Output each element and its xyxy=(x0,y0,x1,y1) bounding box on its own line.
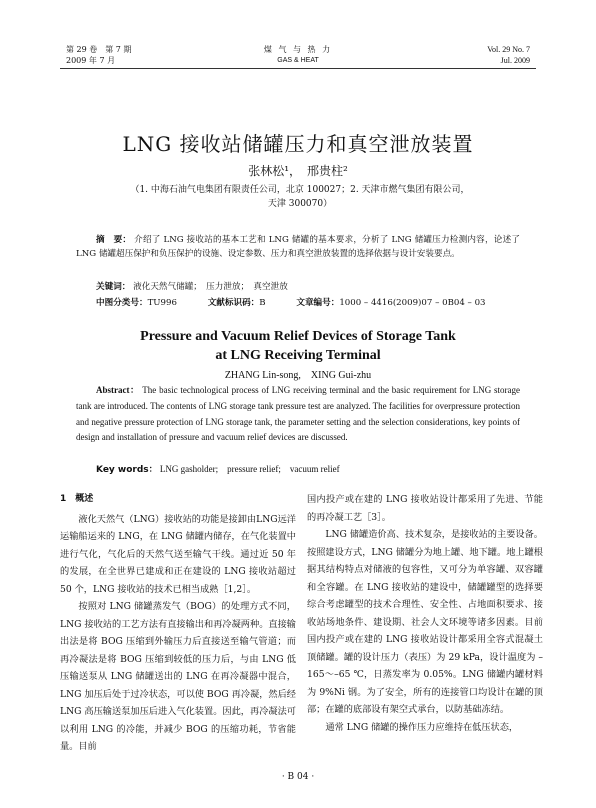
abstract-cn-label: 摘 要： xyxy=(96,235,132,245)
paragraph: 通常 LNG 储罐的操作压力应维持在低压状态， xyxy=(325,721,519,733)
keywords-en-text: LNG gasholder; pressure relief; vacuum relief xyxy=(159,464,340,474)
clc-number: TU996 xyxy=(147,298,177,308)
body-column-right xyxy=(307,491,543,736)
abstract-en xyxy=(76,383,520,446)
abstract-en-label: Abstract： xyxy=(96,385,140,395)
paragraph: LNG 储罐造价高、技术复杂，是接收站的主要设备。按照建设方式，LNG 储罐分为地上罐、地下罐。地上罐根据其结构特点对储液的包容性，又可分为单容罐、双容罐和全容罐。在 LNG 接收站的建设中，储罐罐型的选择要综合考虑罐型的技术合理性、安全性、占地面积要求、接收站场地条件、建设期、社会人文环境等诸多因素。目前国内投产或在建的 LNG 接收站设计都采用全容式混凝土顶储罐。罐的设计压力（表压）为 29 kPa，设计温度为 –165～–65 ℃，日蒸发率为 0.05%。LNG 储罐内罐材料为 9%Ni 钢。为了安全，所有的连接管口均设计在罐的顶部；在罐的底部设有架空式承台，以防基础冻结。 xyxy=(307,529,543,715)
article-number: 1000 – 4416(2009)07 – 0B04 – 03 xyxy=(339,298,486,308)
header-journal-name: 煤 气 与 热 力 GAS & HEAT xyxy=(263,45,333,64)
running-header xyxy=(0,0,596,66)
affiliations: （1. 中海石油气电集团有限责任公司，北京 100027；2. 天津市燃气集团有限公司， 天津 300070） xyxy=(130,185,470,209)
header-vol-en: Vol. 29 No. 7 Jul. 2009 xyxy=(487,45,530,65)
keywords-en-label: Key words： xyxy=(96,465,158,475)
header-volume-issue: 第 29 卷 第 7 期 2009 年 7 月 xyxy=(66,45,132,65)
classification-line: 中图分类号：TU996 文献标识码：B 文章编号：1000 – 4416(2009)07 – 0B04 – 03 xyxy=(96,298,486,308)
paragraph: 液化天然气（LNG）接收站的功能是接卸由LNG远洋运输船运来的 LNG，在 LNG 储罐内储存，在气化装置中进行气化，气化后的天然气送至输气干线。通过近 50 年的发展，在全世界已建成和正在建设的 LNG 接收站超过 50 个，LNG 接收站的技术已相当成熟［1,2］。 xyxy=(60,513,296,595)
keywords-cn-label: 关键词： xyxy=(96,282,131,292)
keywords-cn xyxy=(96,280,288,294)
paragraph: 国内投产或在建的 LNG 接收站设计都采用了先进、节能的再冷凝工艺［3］。 xyxy=(307,494,543,523)
paragraph: 按照对 LNG 储罐蒸发气（BOG）的处理方式不同，LNG 接收站的工艺方法有直接输出和再冷凝两种。直接输出法是将 BOG 压缩到外输压力后直接送至输气管道；而再冷凝法是将 BOG 压缩到较低的压力后，与由 LNG 低压输送泵从 LNG 储罐送出的 LNG 在再冷凝器中混合，LNG 加压后处于过冷状态，可以使 BOG 再冷凝，然后经 LNG 高压输送泵加压后进入气化装置。因此，再冷凝法可以利用 LNG 的冷能，并减少 BOG 的压缩功耗，节省能量。目前 xyxy=(60,601,296,752)
authors-en: ZHANG Lin-song, XING Gui-zhu xyxy=(224,370,372,381)
abstract-en-text: The basic technological process of LNG receiving terminal and the basic requirement for LNG storage tank are introduced. The contents of LNG storage tank pressure test are analyzed. The facilities for overpressure protection and negative pressure protection of LNG storage tank, the parameter setting and the selection considerations, key points of design and installation of pressure and vacuum relief devices are discussed. xyxy=(76,385,520,443)
body-column-left xyxy=(60,491,296,756)
section-heading: 1 概述 xyxy=(60,494,94,504)
header-rule xyxy=(60,68,536,69)
page-number: · B 04 · xyxy=(281,772,315,782)
keywords-cn-text: 液化天然气储罐； 压力泄放； 真空泄放 xyxy=(133,282,288,292)
abstract-cn xyxy=(76,233,520,261)
article-title-cn: LNG 接收站储罐压力和真空泄放装置 xyxy=(122,132,474,156)
article-title-en: Pressure and Vacuum Relief Devices of Storage Tank at LNG Receiving Terminal xyxy=(140,329,456,363)
authors-cn: 张林松¹， 邢贵柱² xyxy=(248,164,348,178)
doc-code: B xyxy=(259,298,266,308)
keywords-en xyxy=(96,462,340,477)
abstract-cn-text: 介绍了 LNG 接收站的基本工艺和 LNG 储罐的基本要求，分析了 LNG 储罐压力检测内容，论述了 LNG 储罐超压保护和负压保护的设施、设定参数、压力和真空泄放装置的选择依据与设计安装要点。 xyxy=(76,235,520,259)
